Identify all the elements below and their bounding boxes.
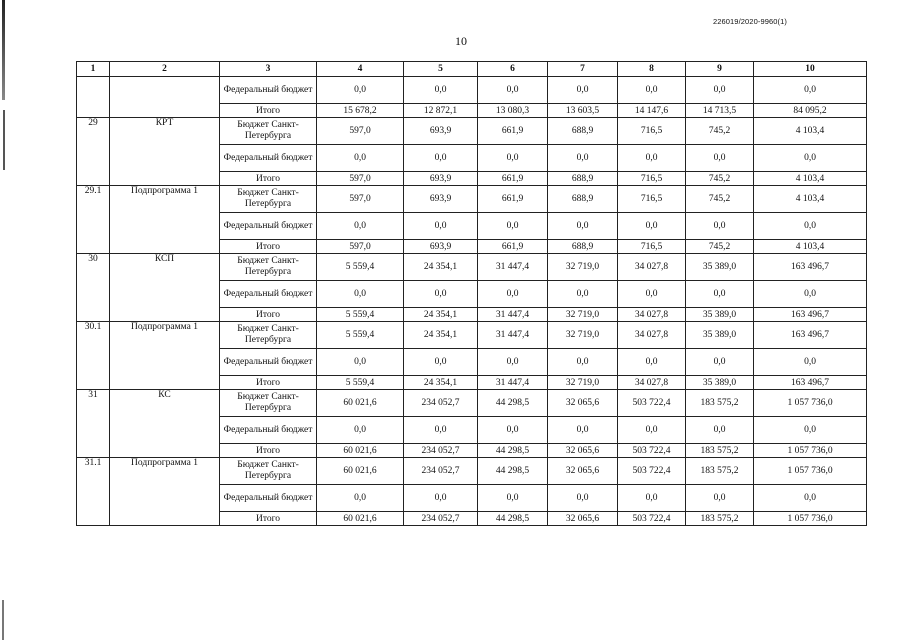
table-row	[77, 118, 867, 145]
funding-source: Федеральный бюджет	[220, 349, 317, 376]
value-cell: 0,0	[618, 77, 686, 104]
value-cell: 661,9	[478, 240, 548, 254]
value-cell: 31 447,4	[478, 376, 548, 390]
value-cell: 60 021,6	[317, 458, 404, 485]
budget-table	[76, 61, 867, 526]
value-cell: 34 027,8	[618, 322, 686, 349]
value-cell: 163 496,7	[754, 254, 867, 281]
value-cell: 597,0	[317, 172, 404, 186]
value-cell: 688,9	[548, 240, 618, 254]
value-cell: 661,9	[478, 186, 548, 213]
funding-source: Бюджет Санкт-Петербурга	[220, 118, 317, 145]
value-cell: 0,0	[754, 213, 867, 240]
funding-source: Итого	[220, 240, 317, 254]
value-cell: 4 103,4	[754, 118, 867, 145]
program-name: Подпрограмма 1	[110, 322, 220, 390]
value-cell: 13 080,3	[478, 104, 548, 118]
value-cell: 0,0	[686, 417, 754, 444]
value-cell: 688,9	[548, 118, 618, 145]
value-cell: 1 057 736,0	[754, 444, 867, 458]
value-cell: 0,0	[478, 485, 548, 512]
value-cell: 745,2	[686, 186, 754, 213]
value-cell: 32 719,0	[548, 322, 618, 349]
value-cell: 0,0	[317, 145, 404, 172]
funding-source: Бюджет Санкт-Петербурга	[220, 254, 317, 281]
value-cell: 0,0	[317, 213, 404, 240]
table-row	[77, 390, 867, 417]
table-row	[77, 322, 867, 349]
value-cell: 693,9	[404, 118, 478, 145]
column-header: 2	[110, 62, 220, 77]
column-header: 7	[548, 62, 618, 77]
value-cell: 0,0	[317, 417, 404, 444]
value-cell: 1 057 736,0	[754, 458, 867, 485]
value-cell: 183 575,2	[686, 512, 754, 526]
funding-source: Бюджет Санкт-Петербурга	[220, 322, 317, 349]
funding-source: Итого	[220, 444, 317, 458]
value-cell: 693,9	[404, 172, 478, 186]
value-cell: 597,0	[317, 118, 404, 145]
row-number: 30	[77, 254, 110, 322]
value-cell: 0,0	[686, 349, 754, 376]
value-cell: 688,9	[548, 172, 618, 186]
funding-source: Федеральный бюджет	[220, 77, 317, 104]
value-cell: 234 052,7	[404, 458, 478, 485]
value-cell: 0,0	[317, 77, 404, 104]
funding-source: Бюджет Санкт-Петербурга	[220, 186, 317, 213]
value-cell: 60 021,6	[317, 390, 404, 417]
value-cell: 44 298,5	[478, 512, 548, 526]
value-cell: 35 389,0	[686, 308, 754, 322]
value-cell: 0,0	[618, 281, 686, 308]
value-cell: 234 052,7	[404, 390, 478, 417]
value-cell: 14 147,6	[618, 104, 686, 118]
value-cell: 693,9	[404, 240, 478, 254]
value-cell: 716,5	[618, 240, 686, 254]
value-cell: 0,0	[404, 213, 478, 240]
value-cell: 32 065,6	[548, 458, 618, 485]
value-cell: 34 027,8	[618, 254, 686, 281]
value-cell: 163 496,7	[754, 308, 867, 322]
row-number: 31	[77, 390, 110, 458]
value-cell: 745,2	[686, 172, 754, 186]
value-cell: 0,0	[478, 349, 548, 376]
value-cell: 15 678,2	[317, 104, 404, 118]
funding-source: Федеральный бюджет	[220, 485, 317, 512]
value-cell: 0,0	[686, 485, 754, 512]
row-number: 31.1	[77, 458, 110, 526]
value-cell: 163 496,7	[754, 376, 867, 390]
column-header: 1	[77, 62, 110, 77]
value-cell: 31 447,4	[478, 254, 548, 281]
value-cell: 0,0	[404, 349, 478, 376]
funding-source: Итого	[220, 104, 317, 118]
program-name: КС	[110, 390, 220, 458]
value-cell: 60 021,6	[317, 512, 404, 526]
value-cell: 1 057 736,0	[754, 390, 867, 417]
document-id: 226019/2020-9960(1)	[712, 17, 787, 26]
program-name: КСП	[110, 254, 220, 322]
value-cell: 44 298,5	[478, 444, 548, 458]
value-cell: 183 575,2	[686, 444, 754, 458]
column-header: 6	[478, 62, 548, 77]
value-cell: 14 713,5	[686, 104, 754, 118]
program-name	[110, 77, 220, 118]
funding-source: Бюджет Санкт-Петербурга	[220, 458, 317, 485]
value-cell: 0,0	[754, 145, 867, 172]
value-cell: 0,0	[478, 213, 548, 240]
value-cell: 24 354,1	[404, 376, 478, 390]
value-cell: 0,0	[404, 145, 478, 172]
value-cell: 32 719,0	[548, 376, 618, 390]
value-cell: 0,0	[686, 77, 754, 104]
column-header: 3	[220, 62, 317, 77]
value-cell: 688,9	[548, 186, 618, 213]
value-cell: 693,9	[404, 186, 478, 213]
value-cell: 503 722,4	[618, 512, 686, 526]
funding-source: Федеральный бюджет	[220, 281, 317, 308]
value-cell: 0,0	[618, 417, 686, 444]
column-header: 8	[618, 62, 686, 77]
column-header: 5	[404, 62, 478, 77]
value-cell: 0,0	[548, 213, 618, 240]
value-cell: 0,0	[478, 145, 548, 172]
value-cell: 1 057 736,0	[754, 512, 867, 526]
value-cell: 60 021,6	[317, 444, 404, 458]
value-cell: 13 603,5	[548, 104, 618, 118]
value-cell: 12 872,1	[404, 104, 478, 118]
value-cell: 0,0	[618, 349, 686, 376]
value-cell: 32 719,0	[548, 308, 618, 322]
value-cell: 0,0	[548, 281, 618, 308]
table-row	[77, 458, 867, 485]
funding-source: Итого	[220, 308, 317, 322]
row-number: 30.1	[77, 322, 110, 390]
value-cell: 0,0	[618, 485, 686, 512]
program-name: Подпрограмма 1	[110, 458, 220, 526]
column-header: 9	[686, 62, 754, 77]
value-cell: 234 052,7	[404, 444, 478, 458]
value-cell: 24 354,1	[404, 308, 478, 322]
value-cell: 745,2	[686, 118, 754, 145]
funding-source: Федеральный бюджет	[220, 213, 317, 240]
value-cell: 597,0	[317, 186, 404, 213]
table-row	[77, 77, 867, 104]
value-cell: 234 052,7	[404, 512, 478, 526]
funding-source: Итого	[220, 172, 317, 186]
table-row	[77, 186, 867, 213]
value-cell: 4 103,4	[754, 186, 867, 213]
binding-mark	[3, 110, 5, 170]
value-cell: 745,2	[686, 240, 754, 254]
value-cell: 32 065,6	[548, 444, 618, 458]
value-cell: 0,0	[686, 145, 754, 172]
value-cell: 0,0	[548, 349, 618, 376]
value-cell: 32 065,6	[548, 390, 618, 417]
row-number: 29.1	[77, 186, 110, 254]
program-name: Подпрограмма 1	[110, 186, 220, 254]
value-cell: 5 559,4	[317, 376, 404, 390]
value-cell: 31 447,4	[478, 308, 548, 322]
value-cell: 4 103,4	[754, 172, 867, 186]
value-cell: 35 389,0	[686, 376, 754, 390]
column-header: 10	[754, 62, 867, 77]
funding-source: Бюджет Санкт-Петербурга	[220, 390, 317, 417]
value-cell: 0,0	[478, 417, 548, 444]
binding-mark	[2, 600, 4, 640]
value-cell: 0,0	[317, 485, 404, 512]
value-cell: 0,0	[754, 485, 867, 512]
value-cell: 661,9	[478, 118, 548, 145]
value-cell: 0,0	[317, 349, 404, 376]
value-cell: 0,0	[404, 417, 478, 444]
value-cell: 35 389,0	[686, 254, 754, 281]
value-cell: 0,0	[548, 77, 618, 104]
page-number: 10	[455, 34, 467, 48]
value-cell: 5 559,4	[317, 322, 404, 349]
value-cell: 716,5	[618, 186, 686, 213]
program-name: КРТ	[110, 118, 220, 186]
value-cell: 31 447,4	[478, 322, 548, 349]
value-cell: 24 354,1	[404, 254, 478, 281]
value-cell: 0,0	[686, 281, 754, 308]
value-cell: 34 027,8	[618, 308, 686, 322]
value-cell: 32 065,6	[548, 512, 618, 526]
value-cell: 0,0	[404, 281, 478, 308]
funding-source: Итого	[220, 376, 317, 390]
value-cell: 0,0	[754, 281, 867, 308]
value-cell: 24 354,1	[404, 322, 478, 349]
value-cell: 0,0	[686, 213, 754, 240]
value-cell: 0,0	[618, 213, 686, 240]
value-cell: 0,0	[548, 145, 618, 172]
value-cell: 0,0	[754, 349, 867, 376]
value-cell: 5 559,4	[317, 308, 404, 322]
value-cell: 503 722,4	[618, 390, 686, 417]
column-header: 4	[317, 62, 404, 77]
value-cell: 0,0	[548, 485, 618, 512]
value-cell: 716,5	[618, 172, 686, 186]
value-cell: 35 389,0	[686, 322, 754, 349]
binding-mark	[2, 0, 5, 100]
value-cell: 44 298,5	[478, 390, 548, 417]
value-cell: 0,0	[754, 417, 867, 444]
value-cell: 183 575,2	[686, 458, 754, 485]
value-cell: 0,0	[478, 77, 548, 104]
value-cell: 183 575,2	[686, 390, 754, 417]
value-cell: 0,0	[317, 281, 404, 308]
value-cell: 0,0	[404, 485, 478, 512]
value-cell: 84 095,2	[754, 104, 867, 118]
table-header-row	[77, 62, 867, 77]
row-number: 29	[77, 118, 110, 186]
value-cell: 44 298,5	[478, 458, 548, 485]
value-cell: 34 027,8	[618, 376, 686, 390]
value-cell: 503 722,4	[618, 444, 686, 458]
value-cell: 163 496,7	[754, 322, 867, 349]
funding-source: Федеральный бюджет	[220, 417, 317, 444]
row-number	[77, 77, 110, 118]
value-cell: 5 559,4	[317, 254, 404, 281]
value-cell: 4 103,4	[754, 240, 867, 254]
table-body	[77, 77, 867, 526]
value-cell: 32 719,0	[548, 254, 618, 281]
funding-source: Федеральный бюджет	[220, 145, 317, 172]
value-cell: 0,0	[478, 281, 548, 308]
value-cell: 0,0	[404, 77, 478, 104]
value-cell: 0,0	[754, 77, 867, 104]
funding-source: Итого	[220, 512, 317, 526]
value-cell: 716,5	[618, 118, 686, 145]
value-cell: 0,0	[548, 417, 618, 444]
value-cell: 0,0	[618, 145, 686, 172]
value-cell: 661,9	[478, 172, 548, 186]
value-cell: 597,0	[317, 240, 404, 254]
table-row	[77, 254, 867, 281]
value-cell: 503 722,4	[618, 458, 686, 485]
